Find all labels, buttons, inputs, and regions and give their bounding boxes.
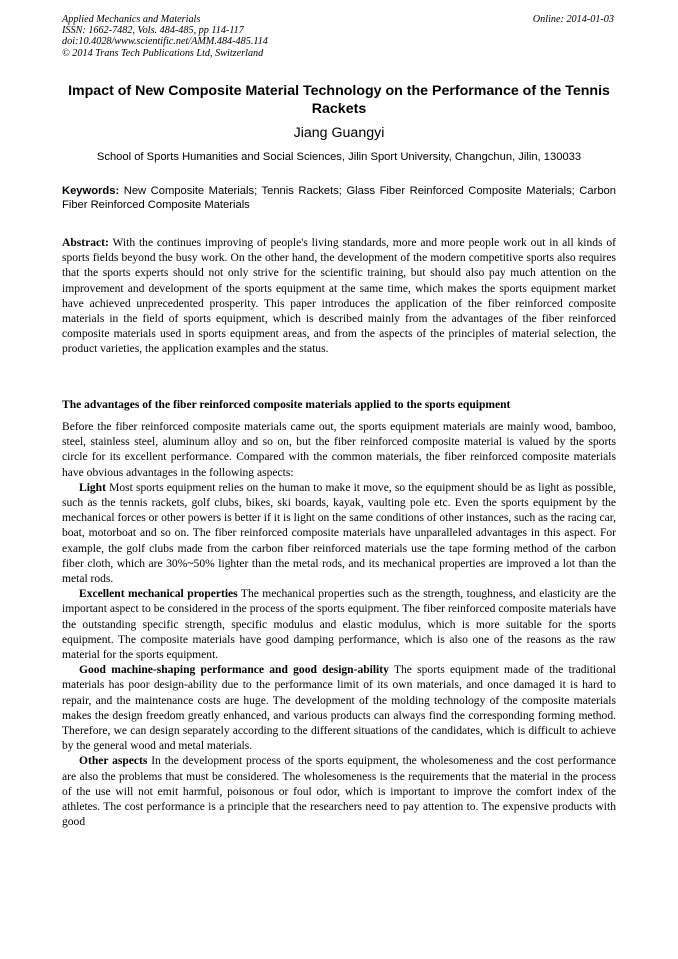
paragraph-light: [62, 481, 616, 587]
keywords-label: Keywords:: [62, 185, 120, 197]
section-body: [62, 420, 616, 830]
paragraph-head: Excellent mechanical properties: [79, 588, 238, 601]
author-affiliation: School of Sports Humanities and Social Sciences, Jilin Sport University, Changchun, Jilin, 130033: [96, 151, 582, 163]
paragraph-head: Good machine-shaping performance and good design-ability: [79, 664, 389, 677]
paragraph-mechanical: [62, 587, 616, 663]
journal-copyright: © 2014 Trans Tech Publications Ltd, Switzerland: [62, 47, 264, 59]
keywords-block: [62, 184, 616, 212]
online-date: Online: 2014-01-03: [532, 14, 614, 25]
paragraph-head: Other aspects: [79, 755, 148, 768]
abstract-label: Abstract:: [62, 237, 109, 249]
paragraph-head: Light: [79, 481, 106, 494]
abstract-block: [62, 236, 616, 358]
paragraph-text: In the development process of the sports equipment, the wholesomeness and the cost performance are also the problems that must be considered. The wholesomeness is the requirements that the material in the process of the use will not emit harmful, poisonous or foul odor, which is important to improve the comfort index of the athletes. The cost performance is a principle that the researchers need to pay attention to. The expensive products with good: [62, 755, 616, 829]
section-heading: The advantages of the fiber reinforced composite materials applied to the sports equipment: [62, 399, 511, 411]
section-intro: Before the fiber reinforced composite materials came out, the sports equipment materials are mainly wood, bamboo, steel, stainless steel, aluminum alloy and so on, but the fiber reinforced composite material is valued by the sports circle for its excellent performance. Compared with the common materials, the fiber reinforced composite materials have obvious advantages in the following aspects:: [62, 421, 616, 479]
abstract-text: With the continues improving of people's living standards, more and more people work out in all kinds of sports fields beyond the busy work. On the other hand, the development of the modern competitive sports also requires that the sports experts should not only strive for the scientific training, but should also pay much attention on the improvement and development of the sports equipment at the same time, which makes the sports equipment market have achieved unprecedented prosperity. This paper introduces the application of the fiber reinforced composite materials in the field of sports equipment, which is described mainly from the advantages of the fiber reinforced composite materials used in sports equipment areas, and from the aspects of the principles of material selection, the product varieties, the application examples and the status.: [62, 237, 616, 356]
paragraph-text: The mechanical properties such as the strength, toughness, and elasticity are the important aspect to be considered in the process of the sports equipment. The fiber reinforced composite materials have the outstanding specific strength, specific modulus and elastic modulus, which is more suitable for the sports equipment. The composite materials have good damping performance, which is also one of the reasons as the raw material for the sports equipment.: [62, 588, 616, 662]
paragraph-other-aspects: [62, 754, 616, 830]
paper-title: Impact of New Composite Material Technology on the Performance of the Tennis Rackets: [68, 83, 610, 117]
journal-name: Applied Mechanics and Materials: [62, 14, 201, 25]
paragraph-machine-shaping: [62, 663, 616, 754]
journal-doi[interactable]: doi:10.4028/www.scientific.net/AMM.484-485.114: [62, 36, 268, 48]
paragraph-text: Most sports equipment relies on the human to make it move, so the equipment should be as light as possible, such as the tennis rackets, golf clubs, bikes, ski boards, kayak, vaulting pole etc. Even the sports equipment by the mechanical forces or other powers is better if it is light on the same conditions of other instances, such as the racing car, boat, motorboat and so on. The fiber reinforced composite materials have unparalleled advantages in this aspect. For example, the golf clubs made from the carbon fiber reinforced materials use the tape forming method of the carbon fiber cloth, which are 30%~50% lighter than the metal rods, and its mechanical properties are improved a lot than the metal rods.: [62, 481, 616, 586]
journal-header: [62, 14, 616, 59]
paper-author: Jiang Guangyi: [293, 125, 385, 141]
paragraph-text: The sports equipment made of the traditional materials has poor design-ability due to the performance limit of its own materials, and once damaged it is hard to repair, and the maintenance costs are huge. The development of the molding technology of the composite materials makes the design freedom greatly enhanced, and various products can always find the corresponding forming method. Therefore, we can design separately according to the different situations of the candidates, which is difficult to achieve by the general wood and metal materials.: [62, 664, 616, 753]
keywords-text: New Composite Materials; Tennis Rackets; Glass Fiber Reinforced Composite Materials; Carbon Fiber Reinforced Composite Materials: [62, 185, 616, 211]
journal-issn: ISSN: 1662-7482, Vols. 484-485, pp 114-117: [62, 25, 244, 37]
